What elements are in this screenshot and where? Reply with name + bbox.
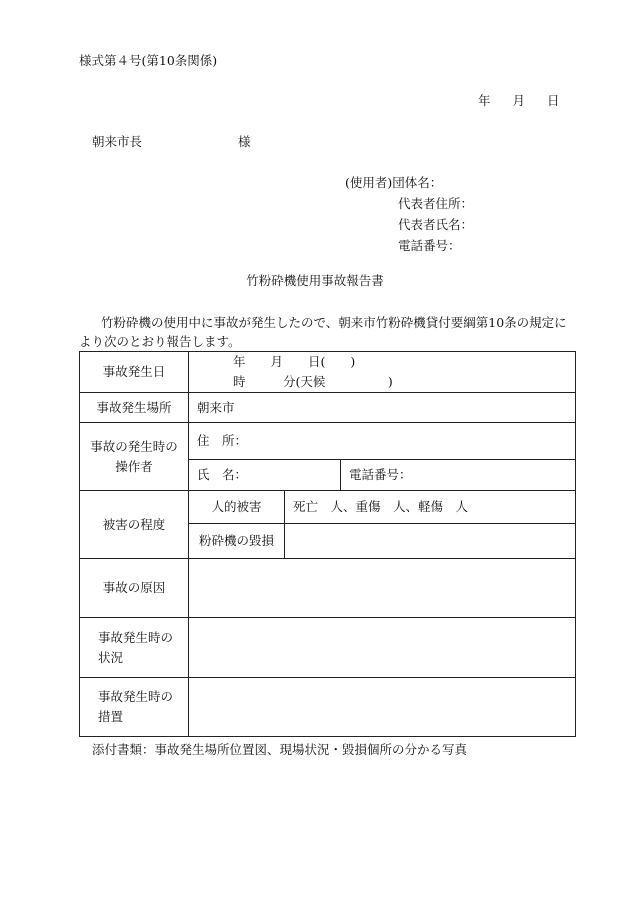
date-year: 年 <box>478 93 491 108</box>
date-value-cell[interactable] <box>189 352 576 393</box>
date-line <box>478 91 560 109</box>
machine-damage-value[interactable] <box>285 524 576 559</box>
row-human-damage <box>80 491 576 524</box>
addressee: 朝来市長 <box>92 134 143 149</box>
date-value-line1: 年 月 日( ) <box>233 354 356 369</box>
cause-value[interactable] <box>189 559 576 618</box>
machine-damage-label: 粉砕機の毀損 <box>189 524 285 559</box>
date-day: 日 <box>547 93 560 108</box>
situation-label: 事故発生時の状況 <box>80 618 189 678</box>
form-number: 様式第４号(第10条関係) <box>79 53 218 68</box>
row-operator-address <box>80 423 576 460</box>
applicant-address-label: 代表者住所： <box>398 196 474 211</box>
document-title: 竹粉砕機使用事故報告書 <box>246 273 384 288</box>
applicant-group-label: (使用者)団体名： <box>345 175 443 190</box>
operator-name[interactable]: 氏 名： <box>189 460 341 491</box>
row-cause <box>80 559 576 618</box>
damage-label: 被害の程度 <box>80 491 189 559</box>
cause-label: 事故の原因 <box>80 559 189 618</box>
measure-value[interactable] <box>189 678 576 737</box>
attachments-note: 添付書類：事故発生場所位置図、現場状況・毀損個所の分かる写真 <box>92 742 468 757</box>
row-measure <box>80 678 576 737</box>
operator-label: 事故の発生時の操作者 <box>80 423 189 491</box>
applicant-block <box>345 172 473 256</box>
situation-value[interactable] <box>189 618 576 678</box>
operator-phone[interactable]: 電話番号： <box>341 460 576 491</box>
date-label: 事故発生日 <box>80 352 189 393</box>
row-date <box>80 352 576 393</box>
human-damage-label: 人的被害 <box>189 491 285 524</box>
row-situation <box>80 618 576 678</box>
row-place <box>80 393 576 423</box>
intro-paragraph: 竹粉砕機の使用中に事故が発生したので、朝来市竹粉砕機貸付要綱第10条の規定により次のとおり報告します。 <box>79 315 567 349</box>
place-value[interactable]: 朝来市 <box>189 393 576 423</box>
date-value-line2: 時 分(天候 ) <box>233 374 393 389</box>
date-month: 月 <box>512 93 526 108</box>
addressee-honorific: 様 <box>238 134 251 149</box>
applicant-phone-label: 電話番号： <box>398 238 461 253</box>
measure-label: 事故発生時の措置 <box>80 678 189 737</box>
applicant-name-label: 代表者氏名： <box>398 217 474 232</box>
place-label: 事故発生場所 <box>80 393 189 423</box>
human-damage-value[interactable]: 死亡 人、重傷 人、軽傷 人 <box>285 491 576 524</box>
report-table <box>79 351 576 737</box>
operator-address[interactable]: 住 所： <box>189 423 576 460</box>
